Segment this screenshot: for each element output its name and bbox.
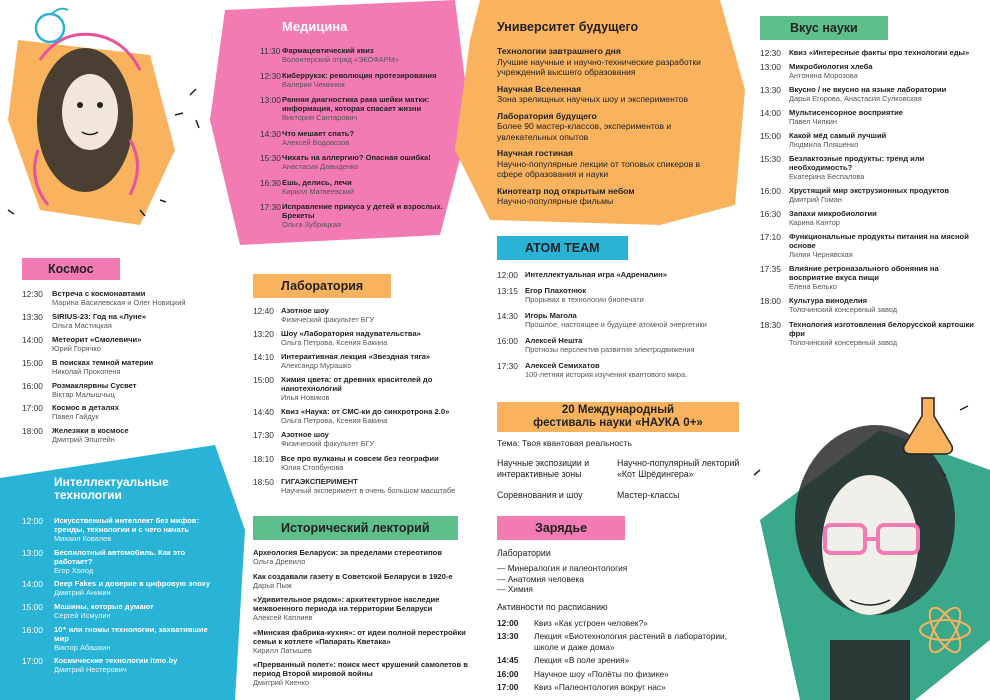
- schedule-item: [253, 407, 478, 426]
- item-title: Квиз «Интересные факты про технологии еды»: [789, 48, 970, 57]
- item-time: 11:30: [260, 46, 281, 56]
- schedule-item: [260, 46, 460, 65]
- item-title: Интеллектуальная игра «Адреналин»: [525, 270, 667, 279]
- item-title: Ранняя диагностика рака шейки матки: информация, которая спасает жизни: [282, 95, 430, 113]
- item-title: Игорь Магола: [525, 310, 577, 320]
- item-title: Все про вулканы и совсем без географии: [281, 453, 439, 463]
- schedule-item: [22, 602, 217, 621]
- lab-section: [253, 274, 478, 500]
- item-speaker: Толочинский консервный завод: [789, 337, 898, 347]
- item-title: Научное шоу «Полёты по физике»: [534, 668, 669, 679]
- item-title: «Минская фабрика-кухня»: от идеи полной перестройки семьи к котлете «Папарать Кветака»: [253, 627, 466, 646]
- item-title: Искусственный интеллект без мифов: тренды, технологии и с чего начать: [54, 516, 199, 534]
- item-speaker: Дарья Пыж: [253, 580, 292, 590]
- item-speaker: Карина Кантор: [789, 218, 840, 228]
- item-speaker: Прошлое, настоящее и будущее атомной энергетики: [525, 319, 707, 329]
- schedule-item: [253, 306, 478, 325]
- charge-item: [497, 682, 752, 693]
- festival-title-line1: 20 Международный: [561, 404, 675, 416]
- block-title: Технологии завтрашнего дня: [497, 46, 621, 56]
- block-title: Кинотеатр под открытым небом: [497, 185, 635, 196]
- item-time: 18:50: [253, 476, 274, 487]
- taste-list: [760, 48, 985, 347]
- item-time: 13:20: [253, 329, 274, 340]
- block-desc: Научно-популярные лекции от топовых спикеров в сфере образования и науки: [497, 158, 701, 179]
- item-time: 14:00: [22, 334, 43, 345]
- schedule-item: [760, 320, 985, 348]
- schedule-item: [253, 375, 478, 403]
- schedule-item: [260, 95, 460, 123]
- charge-item: [497, 669, 752, 680]
- item-title: Запахи микробиологии: [789, 209, 877, 219]
- item-time: 13:15: [497, 285, 518, 296]
- item-time: 13:30: [760, 84, 781, 95]
- item-time: 17:30: [253, 430, 274, 441]
- schedule-item: [22, 548, 217, 576]
- charge-list: [497, 618, 752, 693]
- item-speaker: Физический факультет БГУ: [281, 439, 375, 449]
- item-time: 13:00: [22, 547, 43, 558]
- space-section: [22, 258, 212, 449]
- university-title: Университет будущего: [497, 20, 639, 34]
- item-time: 12:00: [497, 270, 518, 280]
- schedule-item: [22, 381, 212, 400]
- item-title: «Прерванный полет»: поиск мест крушений самолетов в период Второй мировой войны: [253, 660, 468, 678]
- item-speaker: Юлия Стопбунова: [281, 462, 344, 472]
- item-speaker: Илья Новиков: [281, 393, 330, 403]
- history-item: [253, 548, 478, 567]
- item-speaker: Ольга Древило: [253, 557, 306, 566]
- item-speaker: Павел Чипкин: [789, 116, 837, 126]
- schedule-item: [497, 270, 742, 279]
- item-title: Что мешает спать?: [282, 128, 355, 138]
- charge-item: [497, 631, 752, 652]
- university-block: [497, 46, 717, 78]
- item-time: 17:35: [760, 264, 781, 275]
- item-speaker: Прорывах в технологии биопечати: [525, 294, 644, 304]
- block-desc: Лучшие научные и научно-технические разработки учреждений высшего образования: [497, 56, 701, 77]
- item-time: 17:00: [22, 403, 43, 414]
- item-speaker: Алексей Водовозов: [282, 137, 350, 147]
- item-speaker: Антонина Морозова: [789, 70, 858, 80]
- lab-entry: — Химия: [497, 584, 533, 594]
- item-time: 14:40: [253, 407, 274, 418]
- item-title: Азотное шоу: [281, 430, 329, 440]
- schedule-item: [760, 209, 985, 228]
- schedule-item: [22, 426, 212, 445]
- university-section: [497, 20, 717, 213]
- block-desc: Зона зрелищных научных шоу и экспериментов: [497, 94, 689, 104]
- charge-labs-title: Лаборатории: [497, 548, 551, 558]
- schedule-item: [260, 178, 460, 197]
- it-list: [22, 516, 217, 675]
- item-time: 15:30: [260, 153, 281, 163]
- item-title: Шоу «Лаборатория надувательства»: [281, 329, 421, 339]
- history-item: [253, 628, 478, 656]
- item-time: 15:00: [22, 602, 43, 613]
- item-title: Егор Плахотнюк: [525, 285, 587, 295]
- item-title: Хрустящий мир экструзионных продуктов: [789, 186, 950, 196]
- item-speaker: Кирилл Матвеевский: [282, 186, 355, 196]
- item-title: Лекция «Биотехнология растений в лаборатории, школе и даже дома»: [534, 631, 728, 652]
- item-time: 14:45: [497, 655, 519, 665]
- block-title: Научная гостиная: [497, 148, 573, 158]
- item-speaker: Николай Прокопеня: [52, 366, 121, 376]
- taste-section: [760, 16, 985, 352]
- history-list: [253, 548, 478, 688]
- schedule-item: [760, 264, 985, 292]
- item-title: Функциональные продукты питания на мясной основе: [789, 232, 969, 251]
- item-time: 14:00: [760, 107, 781, 118]
- history-item: [253, 595, 478, 623]
- item-title: ГИГАЭКСПЕРИМЕНТ: [281, 476, 358, 486]
- item-title: Алексей Семихатов: [525, 360, 600, 370]
- item-title: Интерактивная лекция «Звездная тяга»: [281, 352, 431, 362]
- item-title: Квиз «Палеонтология вокруг нас»: [534, 682, 666, 692]
- schedule-item: [260, 153, 460, 172]
- item-time: 12:30: [22, 289, 43, 299]
- festival-cell: Соревнования и шоу: [497, 490, 583, 500]
- item-speaker: Физический факультет БГУ: [281, 315, 375, 324]
- item-title: Какой мёд самый лучший: [789, 130, 887, 140]
- item-speaker: Дмитрий Нестерович: [54, 665, 127, 675]
- item-speaker: Людмила Пляшенко: [789, 139, 859, 149]
- item-time: 13:00: [760, 61, 781, 72]
- schedule-item: [253, 329, 478, 348]
- item-time: 12:40: [253, 306, 274, 316]
- schedule-item: [760, 154, 985, 182]
- university-block: [497, 148, 717, 180]
- item-title: Алексей Нешта: [525, 335, 583, 345]
- flask-icon: [904, 398, 953, 454]
- schedule-item: [760, 186, 985, 205]
- item-title: Квиз «Наука: от СМС-ки до синхротрона 2.0»: [281, 407, 450, 417]
- item-title: Безлактозные продукты: тренд или необходимость?: [789, 153, 925, 172]
- item-time: 18:00: [22, 426, 43, 437]
- schedule-item: [22, 579, 217, 598]
- item-speaker: Дмитрий Гоман: [789, 195, 842, 205]
- item-speaker: Прогнозы перспектив развития электродвижения: [525, 344, 695, 354]
- item-speaker: Марина Василевская и Олег Новицкий: [52, 298, 186, 307]
- item-time: 18:30: [760, 319, 781, 330]
- item-speaker: Лилия Чернявская: [789, 250, 853, 260]
- festival-cell: Научно-популярный лекторий «Кот Шрёдингера»: [617, 458, 740, 479]
- schedule-item: [760, 85, 985, 104]
- university-block: [497, 84, 717, 105]
- item-time: 16:00: [760, 186, 781, 197]
- item-time: 14:00: [22, 579, 43, 590]
- it-title: [54, 476, 217, 502]
- festival-cell: Мастер-классы: [617, 490, 680, 500]
- item-time: 14:30: [260, 128, 281, 139]
- item-speaker: Екатерина Беспалова: [789, 171, 865, 181]
- item-title: Микробиология хлеба: [789, 61, 873, 71]
- item-time: 17:30: [497, 360, 518, 371]
- history-item: [253, 572, 478, 591]
- item-speaker: Валерия Чеминюк: [282, 79, 345, 89]
- item-time: 15:00: [253, 375, 274, 386]
- item-title: Беспилотный автомобиль. Как это работает?: [54, 547, 186, 566]
- charge-labs-list: [497, 563, 752, 595]
- item-time: 16:30: [760, 209, 781, 220]
- charge-title: Зарядье: [497, 516, 625, 540]
- item-time: 15:00: [760, 130, 781, 141]
- item-title: Космические технологии itmo.by: [54, 656, 178, 666]
- festival-banner: [497, 402, 739, 432]
- medicine-list: [260, 46, 460, 230]
- it-title-line1: Интеллектуальные: [54, 475, 169, 489]
- item-time: 15:30: [760, 153, 781, 164]
- item-time: 18:10: [253, 453, 274, 464]
- item-speaker: Ольга Мастицкая: [52, 320, 112, 330]
- history-item: [253, 660, 478, 688]
- schedule-item: [497, 311, 742, 330]
- item-speaker: Виктор Абашкин: [54, 642, 111, 652]
- item-speaker: Павел Гайдук: [52, 412, 99, 422]
- atom-list: [497, 270, 742, 379]
- item-speaker: Елена Белько: [789, 282, 837, 292]
- charge-section: [497, 516, 752, 696]
- schedule-item: [497, 336, 742, 355]
- item-speaker: Кирилл Латышев: [253, 645, 312, 655]
- item-time: 13:30: [497, 631, 519, 641]
- medicine-title: Медицина: [282, 19, 348, 34]
- history-title: Исторический лекторий: [253, 516, 458, 540]
- festival-theme: Тема: Твоя квантовая реальность: [497, 438, 632, 448]
- item-speaker: Виктория Сантарович: [282, 113, 358, 122]
- item-speaker: Егор Холод: [54, 565, 94, 575]
- item-time: 16:00: [22, 624, 43, 635]
- item-title: 10⁺ или гномы технологии, захватившие мир: [54, 624, 208, 643]
- atom-section: [497, 236, 742, 386]
- item-title: Вкусно / не вкусно на языке лаборатории: [789, 84, 947, 94]
- item-speaker: Дмитрий Эпштейн: [52, 435, 115, 445]
- item-title: Химия цвета: от древних красителей до нанотехнологий: [281, 375, 433, 394]
- item-time: 15:00: [22, 357, 43, 368]
- item-time: 12:00: [22, 516, 43, 526]
- space-list: [22, 289, 212, 445]
- it-section: [22, 476, 217, 679]
- it-title-line2: технологии: [54, 488, 122, 502]
- item-speaker: Ольга Зубрицкая: [282, 220, 341, 229]
- item-title: Культура виноделия: [789, 296, 868, 306]
- item-title: Квиз «Как устроен человек?»: [534, 617, 648, 628]
- item-speaker: Александр Мурашко: [281, 361, 352, 371]
- item-title: Археология Беларуси: за пределами стереотипов: [253, 548, 442, 557]
- lab-entry: — Анатомия человека: [497, 573, 584, 584]
- item-time: 16:30: [260, 177, 281, 188]
- item-speaker: Дарья Егорова, Анастасия Сулковская: [789, 93, 922, 103]
- item-title: Киберрукзк: революция протезирования: [282, 70, 437, 80]
- schedule-item: [22, 289, 212, 308]
- item-speaker: 100-летняя история изучения квантового мира.: [525, 369, 688, 379]
- schedule-item: [22, 358, 212, 377]
- medicine-section: [260, 18, 460, 236]
- festival-title-line2: фестиваль науки «НАУКА 0+»: [533, 417, 703, 429]
- item-time: 14:10: [253, 352, 274, 363]
- atom-title: ATOM TEAM: [497, 236, 628, 260]
- item-time: 14:30: [497, 310, 518, 321]
- item-title: Метеорит «Смолевичи»: [52, 334, 142, 344]
- item-title: Розмаклярвны Сусвет: [52, 380, 137, 390]
- lab-entry: — Минералогия и палеонтология: [497, 563, 628, 573]
- item-speaker: Анастасия Давыденко: [282, 162, 359, 171]
- item-time: 12:30: [260, 70, 281, 81]
- schedule-item: [260, 202, 460, 230]
- item-speaker: Юрий Горячко: [52, 343, 101, 353]
- university-list: [497, 46, 717, 207]
- item-title: Железяки в космосе: [52, 426, 129, 436]
- schedule-item: [260, 71, 460, 90]
- item-speaker: Ольга Петрова, Ксения Бакина: [281, 416, 388, 426]
- block-desc: Более 90 мастер-классов, экспериментов и увлекательных опытов: [497, 121, 672, 142]
- festival-cell: Научные экспозиции и интерактивные зоны: [497, 458, 590, 479]
- schedule-item: [253, 477, 478, 496]
- lab-list: [253, 306, 478, 495]
- schedule-item: [497, 286, 742, 305]
- festival-grid: [497, 458, 759, 501]
- item-time: 17:00: [497, 682, 519, 692]
- item-title: Встреча с космонавтами: [52, 289, 146, 298]
- lab-title: Лаборатория: [253, 274, 391, 298]
- schedule-item: [260, 129, 460, 148]
- item-speaker: Научный эксперимент в очень большом масштабе: [281, 485, 456, 495]
- item-speaker: Алексей Каплиев: [253, 613, 313, 622]
- schedule-item: [760, 48, 985, 57]
- item-speaker: Ольга Петрова, Ксения Бакина: [281, 338, 388, 348]
- item-title: Ешь, делись, лечи: [282, 177, 352, 187]
- schedule-item: [253, 430, 478, 449]
- schedule-item: [22, 403, 212, 422]
- schedule-item: [22, 312, 212, 331]
- history-section: [253, 516, 478, 693]
- item-title: Технология изготовления белорусской картошки фри: [789, 319, 974, 338]
- schedule-item: [760, 232, 985, 260]
- item-title: Азотное шоу: [281, 306, 329, 315]
- schedule-item: [760, 108, 985, 127]
- item-title: Машины, которые думают: [54, 602, 154, 612]
- item-time: 17:30: [260, 202, 281, 212]
- item-speaker: Сергей Исмулин: [54, 611, 111, 621]
- item-title: Космос в деталях: [52, 403, 119, 413]
- item-title: Чихать на аллергию? Опасная ошибка!: [282, 153, 431, 162]
- item-speaker: Волонтерский отряд «ЭКОФАРМ»: [282, 55, 399, 64]
- item-title: SIRIUS-23: Год на «Луне»: [52, 311, 147, 321]
- schedule-item: [22, 335, 212, 354]
- space-title: Космос: [22, 258, 120, 280]
- charge-activities-title: Активности по расписанию: [497, 601, 608, 612]
- item-time: 16:00: [22, 380, 43, 391]
- item-title: Влияние ретроназального обоняния на восприятие вкуса пищи: [789, 264, 939, 283]
- schedule-item: [253, 454, 478, 473]
- item-time: 12:30: [760, 48, 781, 58]
- schedule-item: [22, 516, 217, 544]
- block-title: Научная Вселенная: [497, 83, 582, 94]
- item-title: «Удивительное рядом»: архитектурное наследие межвоенного периода на территории Беларуси: [253, 595, 440, 613]
- item-title: Лекция «В поле зрения»: [534, 655, 630, 665]
- university-block: [497, 111, 717, 143]
- item-title: Фармацевтический квиз: [282, 46, 374, 55]
- schedule-item: [22, 625, 217, 653]
- charge-item: [497, 618, 752, 629]
- university-block: [497, 186, 717, 207]
- item-title: Deep Fakes и доверие в цифровую эпоху: [54, 579, 211, 589]
- item-title: В поисках темной материи: [52, 357, 154, 367]
- charge-item: [497, 655, 752, 666]
- taste-title: Вкус науки: [760, 16, 888, 40]
- item-title: Как создавали газету в Советской Беларуси в 1920-е: [253, 571, 453, 581]
- schedule-item: [760, 62, 985, 81]
- schedule-item: [253, 352, 478, 371]
- item-speaker: Дмитрий Аникин: [54, 588, 111, 598]
- item-time: 12:00: [497, 617, 519, 628]
- item-time: 13:30: [22, 311, 43, 322]
- block-title: Лаборатория будущего: [497, 110, 597, 121]
- item-time: 13:00: [260, 95, 281, 105]
- item-speaker: Віктар Малышчыц: [52, 389, 115, 399]
- block-desc: Научно-популярные фильмы: [497, 196, 614, 206]
- item-time: 16:00: [497, 668, 519, 679]
- schedule-item: [497, 361, 742, 380]
- festival-section: [497, 402, 759, 501]
- item-time: 17:10: [760, 232, 781, 243]
- item-title: Мультисенсорное восприятие: [789, 107, 904, 117]
- item-title: Исправление прикуса у детей и взрослых. Брекеты: [282, 202, 443, 220]
- item-speaker: Михаил Ковалев: [54, 534, 112, 543]
- item-time: 17:00: [22, 656, 43, 667]
- item-speaker: Толочинский консервный завод: [789, 305, 898, 315]
- schedule-item: [22, 656, 217, 675]
- item-time: 18:00: [760, 296, 781, 307]
- schedule-item: [760, 131, 985, 150]
- apple-icon: [36, 9, 68, 42]
- item-time: 16:00: [497, 335, 518, 346]
- item-speaker: Дмитрий Киенко: [253, 678, 310, 687]
- schedule-item: [760, 296, 985, 315]
